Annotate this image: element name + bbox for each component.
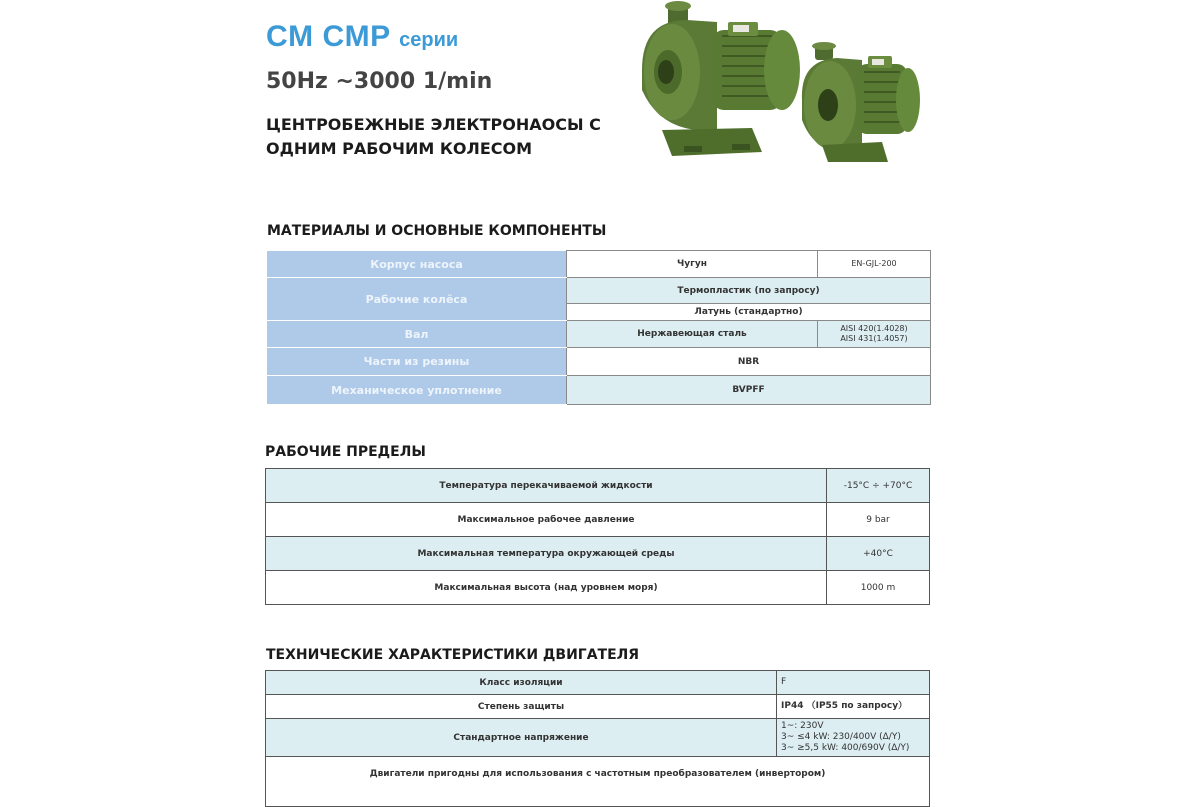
shaft-spec-2: AISI 431(1.4057)	[840, 334, 908, 343]
seal-material: BVPFF	[567, 376, 931, 405]
pump-large-image	[642, 1, 800, 156]
table-row	[266, 695, 930, 719]
limit-label: Максимальная высота (над уровнем моря)	[266, 571, 827, 605]
limit-label: Максимальное рабочее давление	[266, 503, 827, 537]
seal-label: Механическое уплотнение	[267, 376, 567, 405]
table-row	[267, 348, 931, 376]
voltage-line-1: 1~: 230V	[781, 721, 824, 731]
table-row	[267, 251, 931, 278]
table-row	[267, 321, 931, 348]
impellers-label: Рабочие колёса	[267, 278, 567, 321]
limit-label: Максимальная температура окружающей среды	[266, 537, 827, 571]
voltage-line-3: 3~ ≥5,5 kW: 400/690V (Δ/Y)	[781, 743, 910, 753]
impellers-option-2: Латунь (стандартно)	[567, 304, 931, 321]
table-row	[266, 537, 930, 571]
product-description: ЦЕНТРОБЕЖНЫЕ ЭЛЕКТРОНАОСЫ С ОДНИМ РАБОЧИМ КОЛЕСОМ	[266, 115, 601, 158]
materials-table	[266, 250, 931, 405]
limits-section-title: РАБОЧИЕ ПРЕДЕЛЫ	[265, 444, 426, 460]
series-title	[266, 20, 458, 54]
materials-section-title: МАТЕРИАЛЫ И ОСНОВНЫЕ КОМПОНЕНТЫ	[267, 223, 607, 239]
series-title-suffix: серии	[399, 29, 459, 51]
voltage-label: Стандартное напряжение	[266, 719, 777, 757]
voltage-value	[777, 719, 930, 757]
protection-value: IP44 （IP55 по запросу）	[777, 695, 930, 719]
table-row	[267, 278, 931, 304]
limit-label: Температура перекачиваемой жидкости	[266, 469, 827, 503]
series-title-main: CM CMP	[266, 20, 391, 53]
shaft-spec-1: AISI 420(1.4028)	[840, 324, 908, 333]
impellers-option-1: Термопластик (по запросу)	[567, 278, 931, 304]
voltage-line-2: 3~ ≤4 kW: 230/400V (Δ/Y)	[781, 732, 901, 742]
protection-label: Степень защиты	[266, 695, 777, 719]
table-row	[266, 719, 930, 757]
shaft-material: Нержавеющая сталь	[567, 321, 818, 348]
table-row	[266, 469, 930, 503]
pump-body-material: Чугун	[567, 251, 818, 278]
table-row	[266, 503, 930, 537]
limit-value: -15°C ÷ +70°C	[827, 469, 930, 503]
table-row	[266, 757, 930, 807]
pump-illustration	[632, 0, 922, 162]
motor-section-title: ТЕХНИЧЕСКИЕ ХАРАКТЕРИСТИКИ ДВИГАТЕЛЯ	[266, 647, 640, 663]
pump-small-image	[802, 42, 920, 162]
limits-table	[265, 468, 930, 605]
frequency-subtitle: 50Hz ~3000 1/min	[266, 69, 493, 94]
table-row	[267, 376, 931, 405]
rubber-label: Части из резины	[267, 348, 567, 376]
rubber-material: NBR	[567, 348, 931, 376]
table-row	[266, 671, 930, 695]
insulation-value: F	[777, 671, 930, 695]
shaft-spec	[818, 321, 931, 348]
pump-body-spec: EN-GJL-200	[818, 251, 931, 278]
limit-value: 9 bar	[827, 503, 930, 537]
table-row	[266, 571, 930, 605]
motor-table	[265, 670, 930, 807]
inverter-note: Двигатели пригодны для использования с частотным преобразователем (инвертором)	[266, 757, 930, 807]
shaft-label: Вал	[267, 321, 567, 348]
limit-value: +40°C	[827, 537, 930, 571]
pump-body-label: Корпус насоса	[267, 251, 567, 278]
insulation-label: Класс изоляции	[266, 671, 777, 695]
limit-value: 1000 m	[827, 571, 930, 605]
